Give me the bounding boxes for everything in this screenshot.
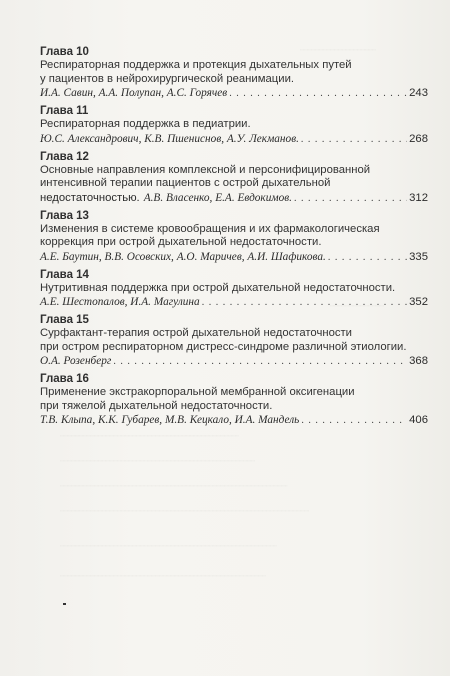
page-number: 268 (409, 132, 428, 145)
ink-mark (63, 603, 66, 605)
dot-leader (328, 251, 407, 265)
page-number: 312 (409, 191, 428, 204)
chapter-authors: А.Е. Баутин, В.В. Осовских, А.О. Маричев, А.И. Шафикова. (40, 250, 326, 263)
bleed-through-text: ┈┈┈┈┈┈┈┈┈┈┈┈┈┈┈┈┈┈┈┈┈┈┈┈┈┈┈┈┈┈┈┈┈┈┈┈┈┈┈┈┈┈┈┈┈┈ (60, 506, 310, 516)
bleed-through-text: ┈┈┈┈┈┈┈┈┈┈┈┈┈┈┈┈┈┈┈┈┈┈┈┈┈┈┈┈┈┈┈┈┈┈┈┈ (60, 456, 256, 466)
toc-entry (40, 150, 428, 206)
dot-leader (301, 133, 407, 147)
authors-line (40, 132, 428, 147)
chapter-title-tail: недостаточностью. (40, 191, 140, 204)
toc-entry (40, 104, 428, 147)
chapter-title-line: интенсивной терапии пациентов с острой дыхательной (40, 177, 331, 189)
chapter-number: Глава 14 (40, 268, 89, 281)
chapter-title-line: Респираторная поддержка в педиатрии. (40, 118, 251, 130)
authors-line (40, 354, 428, 369)
chapter-number: Глава 11 (40, 105, 89, 117)
chapter-title-line: Основные направления комплексной и персонифицированной (40, 163, 371, 176)
bleed-through-text: ┈┈┈┈┈┈┈┈┈┈┈┈┈┈ (300, 45, 376, 55)
authors-line (40, 191, 428, 206)
toc-entry (40, 313, 428, 369)
chapter-title-line: Изменения в системе кровообращения и их фармакологическая (40, 222, 380, 235)
authors-line (40, 86, 428, 101)
page-number: 352 (409, 296, 428, 308)
bleed-through-text: ┈┈┈┈┈┈┈┈┈┈┈┈┈┈┈┈┈┈┈┈┈┈┈┈┈┈┈┈┈┈┈┈┈┈┈┈┈┈┈┈ (60, 541, 277, 551)
dot-leader (229, 87, 407, 101)
chapter-title-line: при тяжелой дыхательной недостаточности. (40, 399, 273, 412)
dot-leader (113, 355, 407, 369)
chapter-number: Глава 12 (40, 150, 89, 163)
toc-entry (40, 372, 428, 428)
chapter-title-line: Применение экстракорпоральной мембранной оксигенации (40, 386, 355, 398)
chapter-title-line: у пациентов в нейрохирургической реанимации. (40, 72, 295, 85)
dot-leader (294, 192, 407, 206)
chapter-title-line: коррекция при острой дыхательной недостаточности. (40, 236, 322, 248)
authors-line (40, 295, 428, 310)
page-number: 368 (409, 355, 428, 367)
chapter-title-line: при остром респираторном дистресс-синдроме различной этиологии. (40, 340, 407, 353)
chapter-number: Глава 13 (40, 209, 89, 222)
chapter-authors: И.А. Савин, А.А. Полупан, А.С. Горячев (40, 87, 228, 99)
chapter-authors: Ю.С. Александрович, К.В. Пшениснов, А.У. Лекманов. (40, 132, 299, 145)
bleed-through-text: ┈┈┈┈┈┈┈┈┈┈┈┈┈┈┈┈┈┈┈┈┈┈┈┈┈┈┈┈┈┈┈┈┈ (60, 431, 239, 441)
chapter-title-line: Нутритивная поддержка при острой дыхательной недостаточности. (40, 281, 396, 294)
chapter-number: Глава 10 (40, 46, 89, 58)
toc-entry (40, 268, 428, 311)
dot-leader (202, 296, 407, 310)
bleed-through-text: ┈┈┈┈┈┈┈┈┈┈ (330, 301, 385, 311)
bleed-through-text: ┈┈┈┈┈┈┈┈┈┈┈┈┈┈┈┈┈┈┈┈┈┈┈┈┈┈┈┈┈┈┈┈┈┈┈┈┈┈ (60, 571, 266, 581)
dot-leader (301, 414, 407, 428)
chapter-authors: А.В. Власенко, Е.А. Евдокимов. (143, 191, 292, 204)
chapter-authors: Т.В. Клыпа, К.К. Губарев, М.В. Кецкало, И.А. Мандель (40, 414, 300, 426)
chapter-number: Глава 16 (40, 373, 89, 385)
authors-line (40, 413, 428, 428)
table-of-contents (40, 45, 428, 431)
page-number: 406 (409, 414, 428, 426)
chapter-authors: О.А. Розенберг (40, 355, 112, 367)
authors-line (40, 250, 428, 265)
chapter-title-line: Респираторная поддержка и протекция дыхательных путей (40, 59, 352, 71)
page-number: 335 (409, 250, 428, 263)
page-number: 243 (409, 87, 428, 99)
chapter-authors: А.Е. Шестопалов, И.А. Магулина (40, 296, 200, 308)
toc-entry (40, 45, 428, 101)
chapter-title-line: Сурфактант-терапия острой дыхательной недостаточности (40, 327, 352, 339)
bleed-through-text: ┈┈┈┈┈┈┈┈┈┈┈┈┈┈┈┈┈┈┈┈┈┈┈┈┈┈┈┈┈┈┈┈┈┈┈┈┈┈┈┈┈┈ (60, 481, 288, 491)
chapter-number: Глава 15 (40, 314, 89, 326)
toc-entry (40, 209, 428, 265)
